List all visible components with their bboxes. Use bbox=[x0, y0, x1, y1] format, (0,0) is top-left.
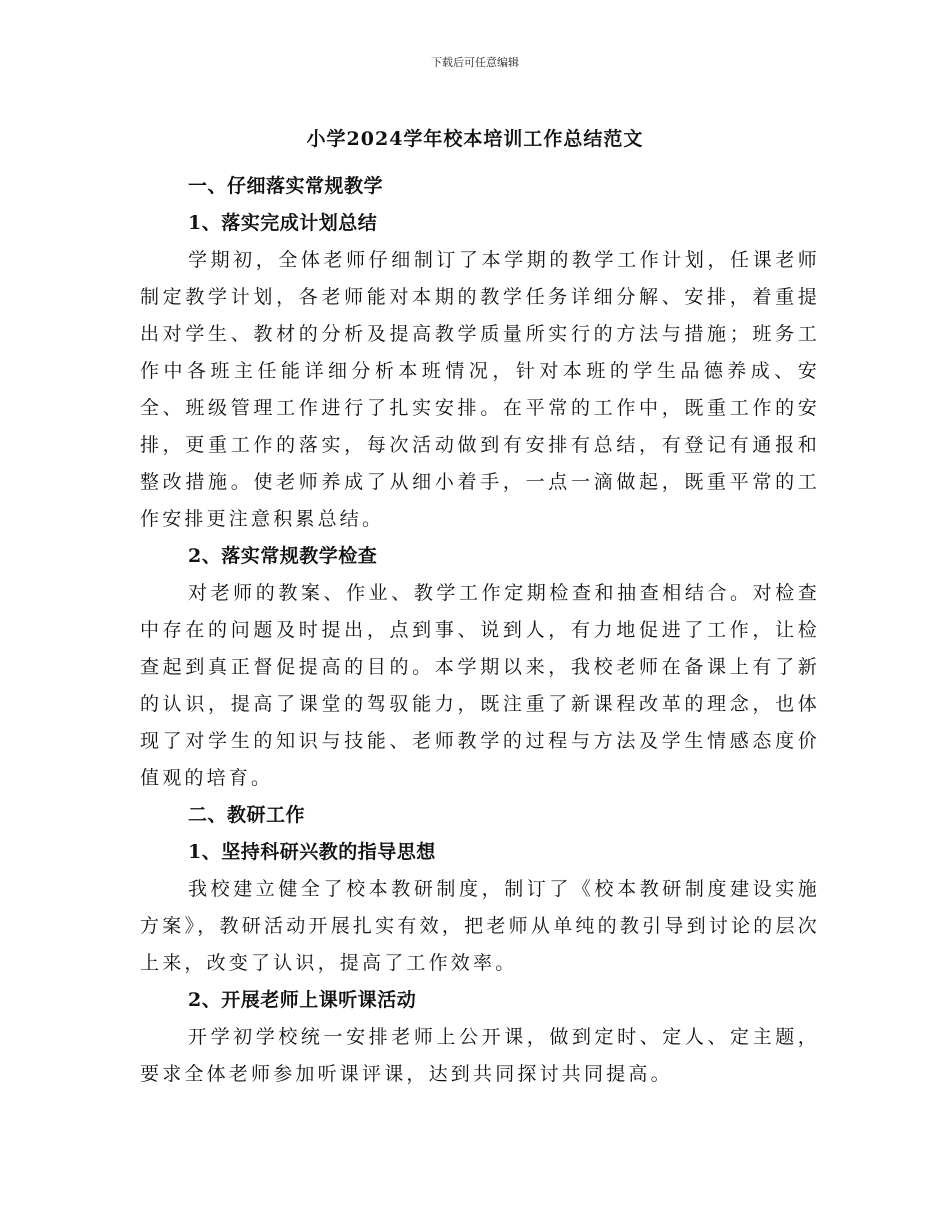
paragraph: 对老师的教案、作业、教学工作定期检查和抽查相结合。对检查中存在的问题及时提出，点到事、说到人，有力地促进了工作，让检查起到真正督促提高的目的。本学期以来，我校老师在备课上有了新的认识，提高了课堂的驾驭能力，既注重了新课程改革的理念，也体现了对学生的知识与技能、老师教学的过程与方法及学生情感态度价值观的培育。 bbox=[140, 582, 820, 789]
subsection-heading: 2、落实常规教学检查 bbox=[188, 545, 378, 567]
paragraph: 学期初，全体老师仔细制订了本学期的教学工作计划，任课老师制定教学计划，各老师能对本期的教学任务详细分解、安排，着重提出对学生、教材的分析及提高教学质量所实行的方法与措施；班务工作中各班主任能详细分析本班情况，针对本班的学生品德养成、安全、班级管理工作进行了扎实安排。在平常的工作中，既重工作的安排，更重工作的落实，每次活动做到有安排有总结，有登记有通报和整改措施。使老师养成了从细小着手，一点一滴做起，既重平常的工作安排更注意积累总结。 bbox=[140, 249, 820, 530]
document-body bbox=[140, 168, 820, 1093]
document-title: 小学2024学年校本培训工作总结范文 bbox=[306, 128, 644, 150]
subsection-heading: 1、坚持科研兴教的指导思想 bbox=[188, 841, 436, 863]
paragraph: 我校建立健全了校本教研制度，制订了《校本教研制度建设实施方案》，教研活动开展扎实有效，把老师从单纯的教引导到讨论的层次上来，改变了认识，提高了工作效率。 bbox=[140, 878, 820, 974]
subsection-heading: 2、开展老师上课听课活动 bbox=[188, 989, 417, 1011]
section-heading: 一、仔细落实常规教学 bbox=[188, 175, 384, 197]
header-note: 下载后可任意编辑 bbox=[431, 56, 519, 69]
paragraph: 开学初学校统一安排老师上公开课，做到定时、定人、定主题，要求全体老师参加听课评课，达到共同探讨共同提高。 bbox=[140, 1026, 820, 1085]
subsection-heading: 1、落实完成计划总结 bbox=[188, 212, 378, 234]
section-heading: 二、教研工作 bbox=[188, 804, 306, 826]
